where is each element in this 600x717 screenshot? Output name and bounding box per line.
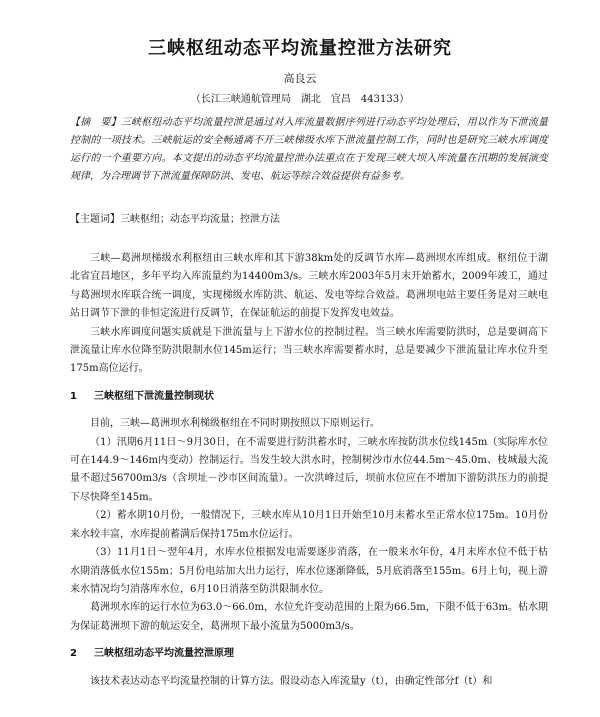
section-number: 2	[70, 648, 77, 660]
section-paragraph: 该技术表达动态平均流量控制的计算方法。假设动态入库流量y（t），由确定性部分f（t）和	[90, 675, 493, 687]
section-heading	[70, 388, 548, 406]
keywords-text: 三峡枢纽；动态平均流量；控泄方法	[120, 214, 280, 225]
section-paragraph: （2）蓄水期10月份，一般情况下，三峡水库从10月1日开始至10月末蓄水至正常水位175m。10月份来水较丰富，水库提前蓄满后保持175m水位运行。	[70, 510, 548, 540]
section-number: 1	[70, 390, 77, 402]
paper-title: 三峡枢纽动态平均流量控泄方法研究	[148, 38, 452, 59]
intro-paragraph: 三峡—葛洲坝梯级水利枢纽由三峡水库和其下游38km处的反调节水库—葛洲坝水库组成。枢纽位于湖北省宜昌地区，多年平均入库流量约为14400m3/s。三峡水库2003年5月末开始蓄水，2009年竣工，通过与葛洲坝水库联合统一调度，实现梯级水库防洪、航运、发电等综合效益。葛洲坝电站主要任务是对三峡电站日调节下泄的非恒定流进行反调节，在保证航运的前提下发挥发电效益。	[70, 253, 548, 320]
section-paragraph: （1）汛期6月11日～9月30日，在不需要进行防洪蓄水时，三峡水库按防洪水位线145m（实际库水位可在144.9～146m内变动）控制运行。当发生较大洪水时，控制树沙市水位44.5m～45.0m、枝城最大流量不超过56700m3/s（含坝址－沙市区间流量）。一次洪峰过后，坝前水位应在不增加下游防洪压力的前提下尽快降至145m。	[70, 436, 548, 503]
keywords-label: 【主题词】	[70, 214, 120, 225]
author-affiliation: （长江三峡通航管理局 湖北 宜昌 443133）	[190, 94, 410, 105]
section-title: 三峡枢纽动态平均流量控泄原理	[94, 648, 234, 660]
abstract	[70, 114, 548, 186]
intro-paragraph: 三峡水库调度问题实质就是下泄流量与上下游水位的控制过程。当三峡水库需要防洪时，总是要调高下泄流量让库水位降至防洪限制水位145m运行；当三峡水库需要蓄水时，总是要减少下泄流量让库水位升至175m高位运行。	[70, 326, 548, 375]
section-paragraph: 目前，三峡—葛洲坝水利梯级枢纽在不同时期按照以下原则运行。	[90, 418, 380, 430]
section-heading	[70, 645, 548, 663]
keywords	[70, 210, 548, 225]
section-paragraph: （3）11月1日～翌年4月，水库水位根据发电需要逐步消落，在一般来水年份，4月末库水位不低于枯水期消落低水位155m；5月份电站加大出力运行，库水位逐渐降低，5月底消落至155m。6月上旬，视上游来水情况均匀消落库水位，6月10日消落至防洪限制水位。	[70, 547, 548, 595]
paper-body	[70, 250, 548, 691]
abstract-label: 【摘 要】	[70, 117, 121, 128]
section-paragraph: 葛洲坝水库的运行水位为63.0～66.0m，水位允许变动范围的上限为66.5m，下限不低于63m。枯水期为保证葛洲坝下游的航运安全，葛洲坝下最小流量为5000m3/s。	[70, 602, 548, 632]
abstract-text: 三峡枢纽动态平均流量控泄是通过对入库流量数据序列进行动态平均处理后，用以作为下泄流量控制的一项技术。三峡航运的安全畅通离不开三峡梯级水库下泄流量控制工作，同时也是研究三峡水库调度运行的一个重要方向。本文提出的动态平均流量控泄办法重点在于发现三峡大坝入库流量在汛期的发展演变规律，为合理调节下泄流量保障防洪、发电、航运等综合效益提供有益参考。	[70, 117, 549, 182]
section-title: 三峡枢纽下泄流量控制现状	[94, 390, 214, 402]
author-name: 高良云	[283, 72, 317, 85]
